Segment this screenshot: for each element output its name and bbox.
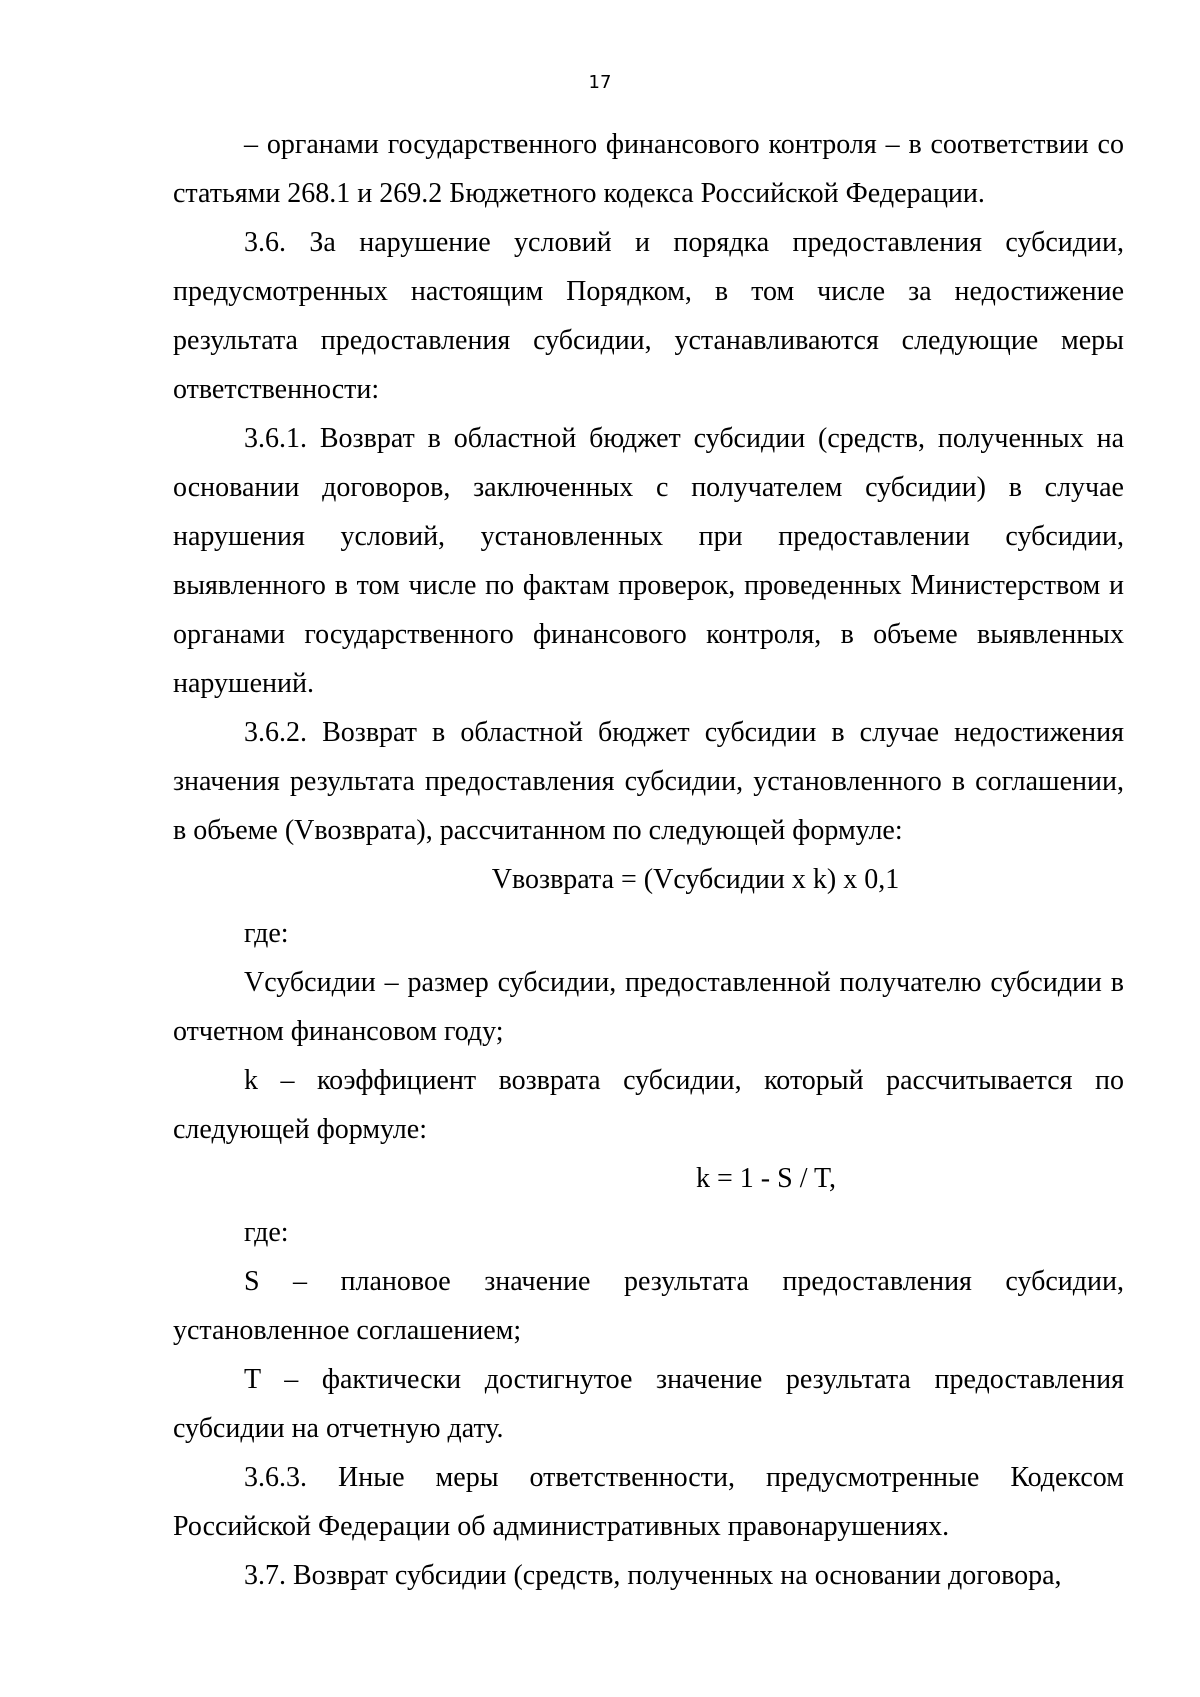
- paragraph-3-6-3: 3.6.3. Иные меры ответственности, предусмотренные Кодексом Российской Федерации об административных правонарушениях.: [173, 1462, 1124, 1542]
- where-label-2: где:: [244, 1217, 289, 1248]
- where-label-1: где:: [244, 918, 289, 949]
- formula-v-return: Vвозврата = (Vсубсидии x k) x 0,1: [491, 864, 900, 895]
- document-body: [173, 120, 1124, 1600]
- paragraph-control-bodies: – органами государственного финансового контроля – в соответствии со статьями 268.1 и 269.2 Бюджетного кодекса Российской Федерации.: [173, 129, 1124, 209]
- paragraph-3-6-2: 3.6.2. Возврат в областной бюджет субсидии в случае недостижения значения результата предоставления субсидии, установленного в соглашении, в объеме (Vвозврата), рассчитанном по следующей формуле:: [173, 717, 1124, 846]
- definition-t: T – фактически достигнутое значение результата предоставления субсидии на отчетную дату.: [173, 1364, 1124, 1444]
- paragraph-3-6: 3.6. За нарушение условий и порядка предоставления субсидии, предусмотренных настоящим Порядком, в том числе за недостижение результата предоставления субсидии, устанавливаются следующие меры ответственности:: [173, 227, 1124, 405]
- definition-s: S – плановое значение результата предоставления субсидии, установленное соглашением;: [173, 1266, 1124, 1346]
- formula-k: k = 1 - S / T,: [696, 1163, 836, 1194]
- paragraph-3-7: 3.7. Возврат субсидии (средств, полученных на основании договора,: [244, 1560, 1062, 1591]
- page-number: 17: [588, 72, 612, 93]
- definition-k: k – коэффициент возврата субсидии, который рассчитывается по следующей формуле:: [173, 1065, 1124, 1145]
- paragraph-3-6-1: 3.6.1. Возврат в областной бюджет субсидии (средств, полученных на основании договоров, заключенных с получателем субсидии) в случае нарушения условий, установленных при предоставлении субсидии, выявленного в том числе по фактам проверок, проведенных Министерством и органами государственного финансового контроля, в объеме выявленных нарушений.: [173, 423, 1124, 699]
- definition-v-subsidy: Vсубсидии – размер субсидии, предоставленной получателю субсидии в отчетном финансовом году;: [173, 967, 1124, 1047]
